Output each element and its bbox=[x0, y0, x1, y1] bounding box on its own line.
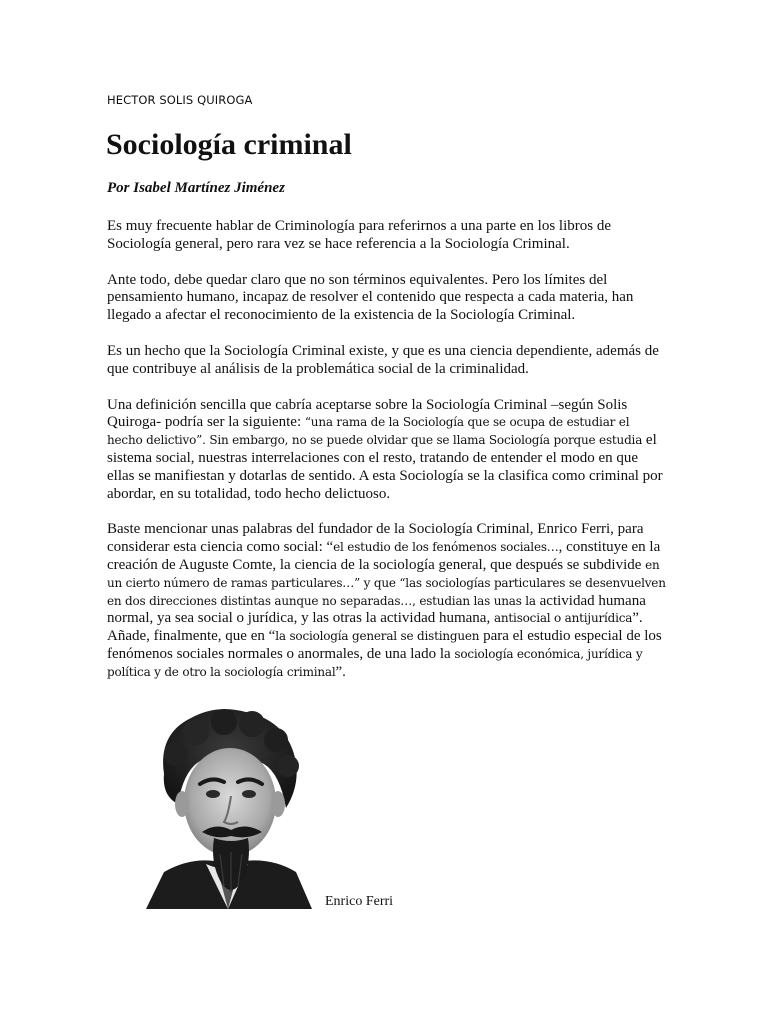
paragraph-5-text-f: ”. bbox=[335, 663, 346, 680]
paragraph-5-quote-4: la sociología general se distinguen bbox=[275, 629, 480, 644]
paragraph-5-text-c: actividad humana normal, ya sea social o jurídica, y las otras la actividad humana, bbox=[107, 592, 646, 627]
byline: Por Isabel Martínez Jiménez bbox=[107, 180, 285, 196]
image-caption: Enrico Ferri bbox=[325, 894, 394, 909]
paragraph-4-quote: “una rama de la Sociología que se ocupa de estudiar el hecho delictivo”. Sin embargo, no se puede olvidar que se llama Sociología porque estudia bbox=[107, 415, 643, 448]
paragraph-5-text-a: Baste mencionar unas palabras del fundador de la Sociología Criminal, Enrico Ferri, para considerar esta ciencia como social: “ bbox=[107, 521, 644, 556]
paragraph-3: Es un hecho que la Sociología Criminal existe, y que es una ciencia dependiente, además de que contribuye al análisis de la problemática social de la criminalidad. bbox=[107, 342, 659, 377]
paragraph-1: Es muy frecuente hablar de Criminología para referirnos a una parte en los libros de Sociología general, pero rara vez se hace referencia a la Sociología Criminal. bbox=[107, 218, 611, 252]
page-title: Sociología criminal bbox=[106, 128, 352, 161]
paragraph-2: Ante todo, debe quedar claro que no son términos equivalentes. Pero los límites del pensamiento humano, incapaz de resolver el contenido que respecta a cada materia, han llegado a afectar el reconocimiento de la existencia de la Sociología Criminal. bbox=[107, 271, 634, 324]
paragraph-4-text-a: Una definición sencilla que cabría aceptarse sobre la Sociología Criminal –según Solis Quiroga- podría ser la siguiente: bbox=[107, 396, 628, 431]
paragraph-5-quote-3: antisocial o antijurídica bbox=[493, 611, 633, 626]
paragraph-5 bbox=[107, 521, 667, 681]
paragraph-5-text-e: para el estudio especial de los fenómenos sociales normales o anormales, de una lado la bbox=[107, 628, 662, 662]
paragraph-5-quote-1: el estudio de los fenómenos sociales… bbox=[333, 540, 559, 555]
article-body bbox=[107, 218, 667, 700]
paragraph-5-text-d: ”. Añade, finalmente, que en “ bbox=[107, 610, 643, 645]
paragraph-4 bbox=[107, 397, 667, 504]
paragraph-4-text-b: el sistema social, nuestras interrelaciones con el resto, tratando de entender el modo en que ellas se manifiestan y dotarlas de sentido. A esta Sociología se la clasifica como criminal por abordar, en su totalidad, todo hecho delictuoso. bbox=[107, 432, 663, 502]
author-header: HECTOR SOLIS QUIROGA bbox=[107, 93, 253, 107]
portrait-image bbox=[136, 704, 320, 909]
paragraph-5-quote-5: sociología económica, jurídica y política y de otro la sociología criminal bbox=[107, 646, 643, 679]
paragraph-5-quote-2: en un cierto número de ramas particulares…” y que “las sociologías particulares se desenvuelven en dos direcciones distintas aunque no separadas…, estudian las unas la bbox=[107, 557, 666, 608]
paragraph-5-text-b: , constituye en la creación de Auguste Comte, la ciencia de la sociología general, que después se subdivide bbox=[107, 539, 661, 573]
